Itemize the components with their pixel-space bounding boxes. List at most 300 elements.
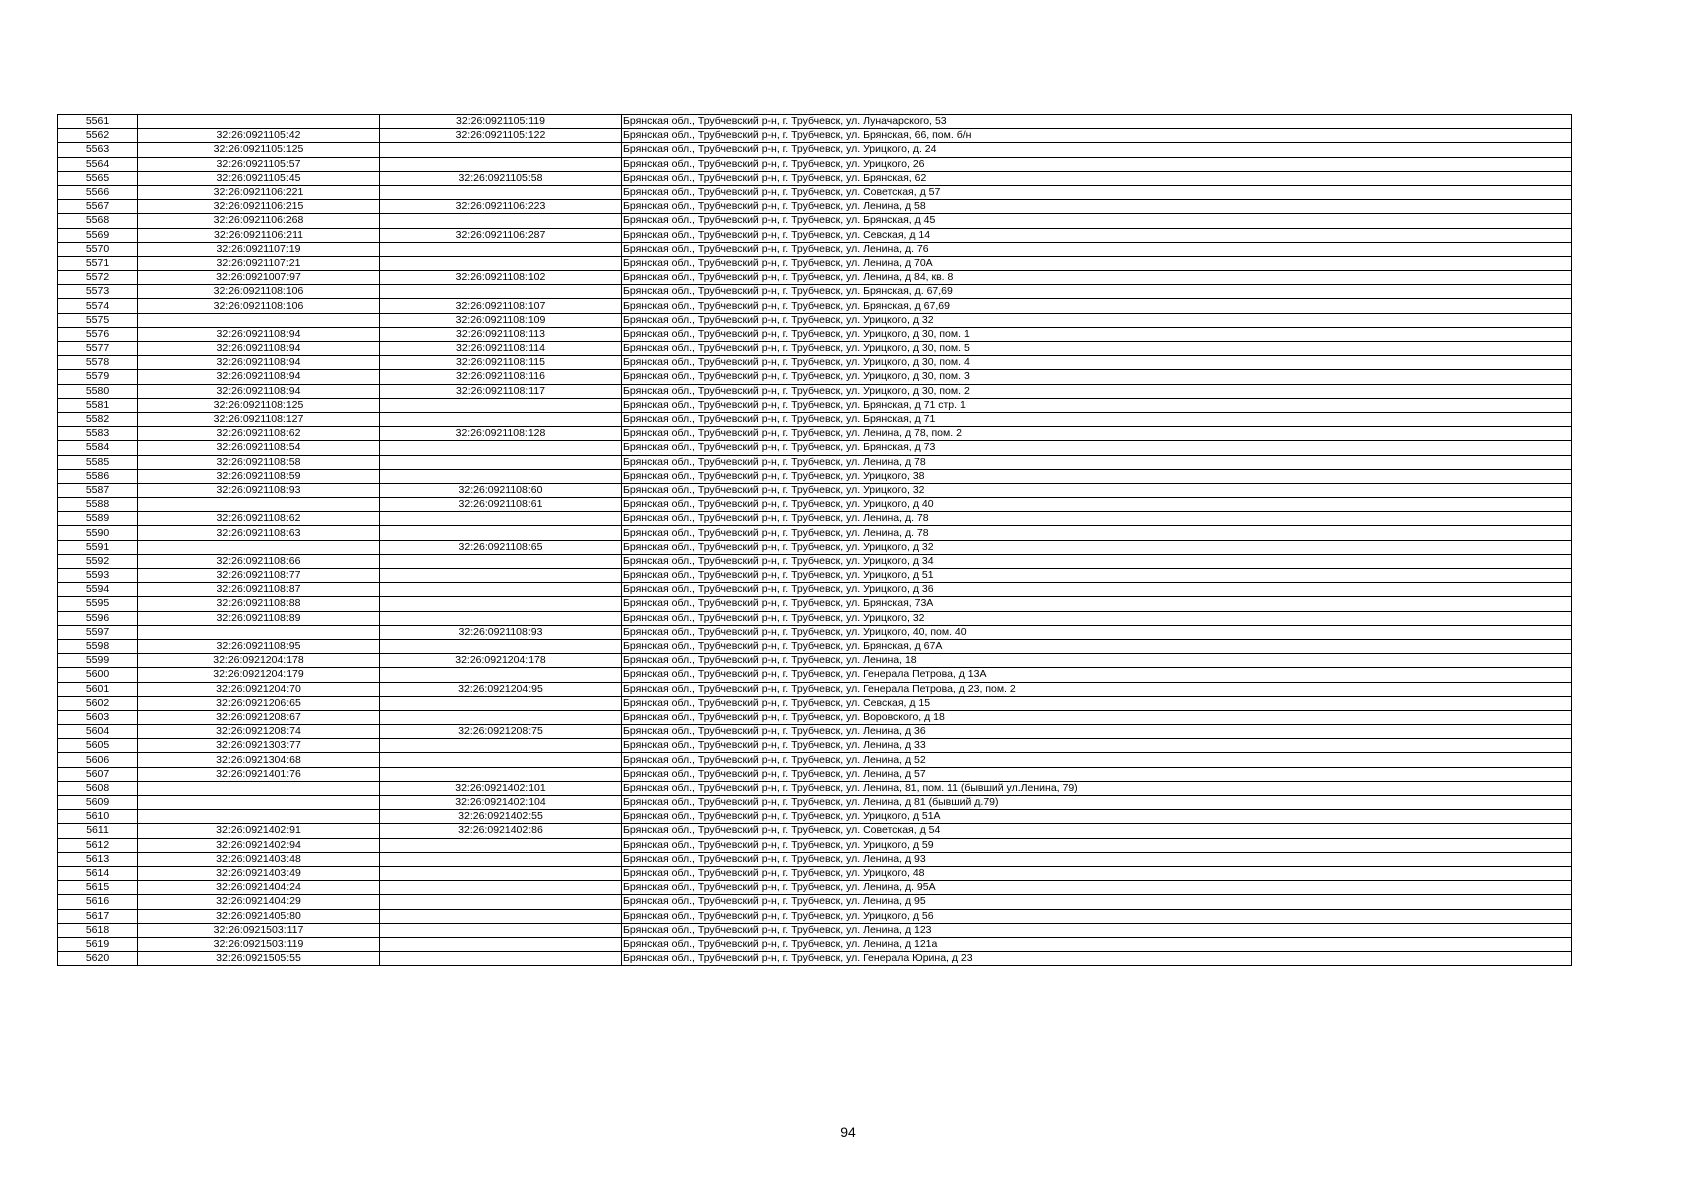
table-row — [58, 143, 1572, 157]
row-number-cell: 5577 — [58, 342, 138, 356]
row-number-cell: 5562 — [58, 129, 138, 143]
table-row — [58, 285, 1572, 299]
row-number-cell: 5586 — [58, 469, 138, 483]
row-number-cell: 5600 — [58, 668, 138, 682]
row-number-cell: 5617 — [58, 909, 138, 923]
object-cadastral-number-cell: 32:26:0921106:223 — [380, 200, 622, 214]
table-row — [58, 583, 1572, 597]
address-cell: Брянская обл., Трубчевский р-н, г. Трубчевск, ул. Урицкого, д 30, пом. 5 — [622, 342, 1572, 356]
row-number-cell: 5611 — [58, 824, 138, 838]
row-number-cell: 5587 — [58, 483, 138, 497]
address-cell: Брянская обл., Трубчевский р-н, г. Трубчевск, ул. Ленина, д 84, кв. 8 — [622, 271, 1572, 285]
page-number: 94 — [840, 1124, 856, 1140]
object-cadastral-number-cell — [380, 597, 622, 611]
address-cell: Брянская обл., Трубчевский р-н, г. Трубчевск, ул. Урицкого, д 51 — [622, 569, 1572, 583]
cadastral-number-cell: 32:26:0921505:55 — [138, 952, 380, 966]
table-row — [58, 710, 1572, 724]
row-number-cell: 5580 — [58, 384, 138, 398]
row-number-cell: 5573 — [58, 285, 138, 299]
cadastral-number-cell: 32:26:0921204:179 — [138, 668, 380, 682]
object-cadastral-number-cell: 32:26:0921108:113 — [380, 327, 622, 341]
cadastral-number-cell — [138, 625, 380, 639]
address-cell: Брянская обл., Трубчевский р-н, г. Трубчевск, ул. Советская, д 57 — [622, 185, 1572, 199]
table-row — [58, 866, 1572, 880]
row-number-cell: 5605 — [58, 739, 138, 753]
table-row — [58, 654, 1572, 668]
cadastral-number-cell — [138, 115, 380, 129]
table-row — [58, 313, 1572, 327]
table-row — [58, 895, 1572, 909]
object-cadastral-number-cell — [380, 668, 622, 682]
cadastral-number-cell: 32:26:0921208:74 — [138, 725, 380, 739]
address-cell: Брянская обл., Трубчевский р-н, г. Трубчевск, ул. Ленина, д 33 — [622, 739, 1572, 753]
row-number-cell: 5591 — [58, 540, 138, 554]
row-number-cell: 5569 — [58, 228, 138, 242]
table-row — [58, 498, 1572, 512]
address-cell: Брянская обл., Трубчевский р-н, г. Трубчевск, ул. Урицкого, д 56 — [622, 909, 1572, 923]
address-cell: Брянская обл., Трубчевский р-н, г. Трубчевск, ул. Урицкого, д 51А — [622, 810, 1572, 824]
table-row — [58, 200, 1572, 214]
address-cell: Брянская обл., Трубчевский р-н, г. Трубчевск, ул. Урицкого, д 30, пом. 1 — [622, 327, 1572, 341]
table-row — [58, 271, 1572, 285]
cadastral-number-cell — [138, 313, 380, 327]
object-cadastral-number-cell — [380, 952, 622, 966]
cadastral-number-cell: 32:26:0921402:91 — [138, 824, 380, 838]
address-cell: Брянская обл., Трубчевский р-н, г. Трубчевск, ул. Ленина, д 95 — [622, 895, 1572, 909]
table-row — [58, 796, 1572, 810]
table-row — [58, 753, 1572, 767]
row-number-cell: 5564 — [58, 157, 138, 171]
row-number-cell: 5582 — [58, 412, 138, 426]
table-row — [58, 483, 1572, 497]
address-cell: Брянская обл., Трубчевский р-н, г. Трубчевск, ул. Урицкого, д 32 — [622, 313, 1572, 327]
address-cell: Брянская обл., Трубчевский р-н, г. Трубчевск, ул. Урицкого, 48 — [622, 866, 1572, 880]
address-cell: Брянская обл., Трубчевский р-н, г. Трубчевск, ул. Урицкого, д 32 — [622, 540, 1572, 554]
cadastral-number-cell: 32:26:0921105:45 — [138, 171, 380, 185]
object-cadastral-number-cell: 32:26:0921108:61 — [380, 498, 622, 512]
table-row — [58, 554, 1572, 568]
row-number-cell: 5602 — [58, 696, 138, 710]
cadastral-number-cell: 32:26:0921105:42 — [138, 129, 380, 143]
table-row — [58, 327, 1572, 341]
object-cadastral-number-cell: 32:26:0921108:93 — [380, 625, 622, 639]
address-cell: Брянская обл., Трубчевский р-н, г. Трубчевск, ул. Советская, д 54 — [622, 824, 1572, 838]
address-cell: Брянская обл., Трубчевский р-н, г. Трубчевск, ул. Генерала Петрова, д 23, пом. 2 — [622, 682, 1572, 696]
address-cell: Брянская обл., Трубчевский р-н, г. Трубчевск, ул. Брянская, 73А — [622, 597, 1572, 611]
row-number-cell: 5604 — [58, 725, 138, 739]
address-cell: Брянская обл., Трубчевский р-н, г. Трубчевск, ул. Брянская, д 67А — [622, 639, 1572, 653]
row-number-cell: 5594 — [58, 583, 138, 597]
object-cadastral-number-cell — [380, 611, 622, 625]
cadastral-number-cell: 32:26:0921108:94 — [138, 356, 380, 370]
object-cadastral-number-cell: 32:26:0921108:65 — [380, 540, 622, 554]
row-number-cell: 5566 — [58, 185, 138, 199]
address-cell: Брянская обл., Трубчевский р-н, г. Трубчевск, ул. Брянская, д 67,69 — [622, 299, 1572, 313]
table-row — [58, 540, 1572, 554]
address-cell: Брянская обл., Трубчевский р-н, г. Трубчевск, ул. Брянская, д 73 — [622, 441, 1572, 455]
table-row — [58, 526, 1572, 540]
object-cadastral-number-cell — [380, 895, 622, 909]
object-cadastral-number-cell: 32:26:0921105:119 — [380, 115, 622, 129]
table-row — [58, 256, 1572, 270]
cadastral-number-cell: 32:26:0921108:77 — [138, 569, 380, 583]
row-number-cell: 5563 — [58, 143, 138, 157]
cadastral-number-cell: 32:26:0921303:77 — [138, 739, 380, 753]
object-cadastral-number-cell — [380, 554, 622, 568]
row-number-cell: 5614 — [58, 866, 138, 880]
table-row — [58, 739, 1572, 753]
cadastral-number-cell: 32:26:0921108:106 — [138, 285, 380, 299]
object-cadastral-number-cell: 32:26:0921108:109 — [380, 313, 622, 327]
object-cadastral-number-cell: 32:26:0921108:116 — [380, 370, 622, 384]
table-row — [58, 242, 1572, 256]
object-cadastral-number-cell — [380, 398, 622, 412]
table-row — [58, 370, 1572, 384]
table-row — [58, 838, 1572, 852]
row-number-cell: 5585 — [58, 455, 138, 469]
object-cadastral-number-cell — [380, 455, 622, 469]
table-row — [58, 398, 1572, 412]
address-cell: Брянская обл., Трубчевский р-н, г. Трубчевск, ул. Урицкого, д 30, пом. 2 — [622, 384, 1572, 398]
table-row — [58, 937, 1572, 951]
row-number-cell: 5568 — [58, 214, 138, 228]
address-cell: Брянская обл., Трубчевский р-н, г. Трубчевск, ул. Ленина, д 58 — [622, 200, 1572, 214]
row-number-cell: 5572 — [58, 271, 138, 285]
cadastral-number-cell: 32:26:0921503:117 — [138, 923, 380, 937]
address-cell: Брянская обл., Трубчевский р-н, г. Трубчевск, ул. Урицкого, д 36 — [622, 583, 1572, 597]
cadastral-number-cell: 32:26:0921405:80 — [138, 909, 380, 923]
cadastral-number-cell: 32:26:0921404:29 — [138, 895, 380, 909]
address-cell: Брянская обл., Трубчевский р-н, г. Трубчевск, ул. Ленина, д 78, пом. 2 — [622, 427, 1572, 441]
table-row — [58, 909, 1572, 923]
address-cell: Брянская обл., Трубчевский р-н, г. Трубчевск, ул. Урицкого, д 34 — [622, 554, 1572, 568]
address-cell: Брянская обл., Трубчевский р-н, г. Трубчевск, ул. Урицкого, 40, пом. 40 — [622, 625, 1572, 639]
table-row — [58, 412, 1572, 426]
table-row — [58, 299, 1572, 313]
cadastral-number-cell: 32:26:0921206:65 — [138, 696, 380, 710]
table-row — [58, 611, 1572, 625]
address-cell: Брянская обл., Трубчевский р-н, г. Трубчевск, ул. Ленина, д 36 — [622, 725, 1572, 739]
cadastral-number-cell: 32:26:0921204:70 — [138, 682, 380, 696]
object-cadastral-number-cell — [380, 441, 622, 455]
row-number-cell: 5619 — [58, 937, 138, 951]
table-row — [58, 824, 1572, 838]
object-cadastral-number-cell: 32:26:0921108:115 — [380, 356, 622, 370]
row-number-cell: 5612 — [58, 838, 138, 852]
row-number-cell: 5596 — [58, 611, 138, 625]
address-cell: Брянская обл., Трубчевский р-н, г. Трубчевск, ул. Урицкого, д 30, пом. 3 — [622, 370, 1572, 384]
object-cadastral-number-cell: 32:26:0921208:75 — [380, 725, 622, 739]
address-cell: Брянская обл., Трубчевский р-н, г. Трубчевск, ул. Ленина, д 78 — [622, 455, 1572, 469]
table-row — [58, 781, 1572, 795]
cadastral-number-cell: 32:26:0921108:62 — [138, 512, 380, 526]
address-cell: Брянская обл., Трубчевский р-н, г. Трубчевск, ул. Урицкого, д. 24 — [622, 143, 1572, 157]
object-cadastral-number-cell — [380, 285, 622, 299]
row-number-cell: 5613 — [58, 852, 138, 866]
address-cell: Брянская обл., Трубчевский р-н, г. Трубчевск, ул. Урицкого, д 40 — [622, 498, 1572, 512]
address-cell: Брянская обл., Трубчевский р-н, г. Трубчевск, ул. Генерала Петрова, д 13А — [622, 668, 1572, 682]
object-cadastral-number-cell — [380, 512, 622, 526]
row-number-cell: 5570 — [58, 242, 138, 256]
cadastral-number-cell: 32:26:0921401:76 — [138, 767, 380, 781]
table-row — [58, 384, 1572, 398]
cadastral-number-cell: 32:26:0921108:94 — [138, 342, 380, 356]
property-table — [57, 114, 1572, 966]
row-number-cell: 5579 — [58, 370, 138, 384]
row-number-cell: 5608 — [58, 781, 138, 795]
table-row — [58, 682, 1572, 696]
table-row — [58, 696, 1572, 710]
row-number-cell: 5607 — [58, 767, 138, 781]
table-row — [58, 115, 1572, 129]
object-cadastral-number-cell: 32:26:0921402:101 — [380, 781, 622, 795]
cadastral-number-cell — [138, 781, 380, 795]
cadastral-number-cell: 32:26:0921108:106 — [138, 299, 380, 313]
object-cadastral-number-cell: 32:26:0921204:178 — [380, 654, 622, 668]
object-cadastral-number-cell — [380, 696, 622, 710]
object-cadastral-number-cell — [380, 157, 622, 171]
cadastral-number-cell: 32:26:0921108:88 — [138, 597, 380, 611]
row-number-cell: 5571 — [58, 256, 138, 270]
row-number-cell: 5578 — [58, 356, 138, 370]
row-number-cell: 5588 — [58, 498, 138, 512]
cadastral-number-cell: 32:26:0921107:19 — [138, 242, 380, 256]
table-row — [58, 342, 1572, 356]
object-cadastral-number-cell: 32:26:0921105:58 — [380, 171, 622, 185]
address-cell: Брянская обл., Трубчевский р-н, г. Трубчевск, ул. Ленина, д 70А — [622, 256, 1572, 270]
object-cadastral-number-cell: 32:26:0921402:55 — [380, 810, 622, 824]
cadastral-number-cell: 32:26:0921503:119 — [138, 937, 380, 951]
table-row — [58, 228, 1572, 242]
table-row — [58, 625, 1572, 639]
address-cell: Брянская обл., Трубчевский р-н, г. Трубчевск, ул. Ленина, 81, пом. 11 (бывший ул.Ленина, 79) — [622, 781, 1572, 795]
table-row — [58, 725, 1572, 739]
cadastral-number-cell: 32:26:0921007:97 — [138, 271, 380, 285]
cadastral-number-cell: 32:26:0921108:89 — [138, 611, 380, 625]
object-cadastral-number-cell: 32:26:0921108:114 — [380, 342, 622, 356]
object-cadastral-number-cell — [380, 526, 622, 540]
table-row — [58, 639, 1572, 653]
cadastral-number-cell: 32:26:0921106:211 — [138, 228, 380, 242]
row-number-cell: 5583 — [58, 427, 138, 441]
cadastral-number-cell: 32:26:0921208:67 — [138, 710, 380, 724]
address-cell: Брянская обл., Трубчевский р-н, г. Трубчевск, ул. Урицкого, 38 — [622, 469, 1572, 483]
table-row — [58, 923, 1572, 937]
address-cell: Брянская обл., Трубчевский р-н, г. Трубчевск, ул. Брянская, 66, пом. б/н — [622, 129, 1572, 143]
address-cell: Брянская обл., Трубчевский р-н, г. Трубчевск, ул. Ленина, д. 76 — [622, 242, 1572, 256]
address-cell: Брянская обл., Трубчевский р-н, г. Трубчевск, ул. Севская, д 15 — [622, 696, 1572, 710]
cadastral-number-cell: 32:26:0921108:62 — [138, 427, 380, 441]
address-cell: Брянская обл., Трубчевский р-н, г. Трубчевск, ул. Ленина, 18 — [622, 654, 1572, 668]
table-row — [58, 668, 1572, 682]
cadastral-number-cell: 32:26:0921404:24 — [138, 881, 380, 895]
row-number-cell: 5603 — [58, 710, 138, 724]
row-number-cell: 5595 — [58, 597, 138, 611]
object-cadastral-number-cell — [380, 937, 622, 951]
object-cadastral-number-cell — [380, 185, 622, 199]
cadastral-number-cell: 32:26:0921108:59 — [138, 469, 380, 483]
table-row — [58, 455, 1572, 469]
cadastral-number-cell: 32:26:0921108:66 — [138, 554, 380, 568]
object-cadastral-number-cell — [380, 583, 622, 597]
cadastral-number-cell: 32:26:0921107:21 — [138, 256, 380, 270]
table-row — [58, 129, 1572, 143]
cadastral-number-cell: 32:26:0921108:58 — [138, 455, 380, 469]
cadastral-number-cell: 32:26:0921108:54 — [138, 441, 380, 455]
address-cell: Брянская обл., Трубчевский р-н, г. Трубчевск, ул. Брянская, д 45 — [622, 214, 1572, 228]
address-cell: Брянская обл., Трубчевский р-н, г. Трубчевск, ул. Ленина, д 123 — [622, 923, 1572, 937]
row-number-cell: 5584 — [58, 441, 138, 455]
cadastral-number-cell: 32:26:0921402:94 — [138, 838, 380, 852]
address-cell: Брянская обл., Трубчевский р-н, г. Трубчевск, ул. Ленина, д 52 — [622, 753, 1572, 767]
address-cell: Брянская обл., Трубчевский р-н, г. Трубчевск, ул. Урицкого, д 30, пом. 4 — [622, 356, 1572, 370]
object-cadastral-number-cell: 32:26:0921402:86 — [380, 824, 622, 838]
cadastral-number-cell: 32:26:0921204:178 — [138, 654, 380, 668]
row-number-cell: 5616 — [58, 895, 138, 909]
object-cadastral-number-cell — [380, 739, 622, 753]
cadastral-number-cell — [138, 810, 380, 824]
object-cadastral-number-cell: 32:26:0921108:128 — [380, 427, 622, 441]
table-row — [58, 171, 1572, 185]
row-number-cell: 5618 — [58, 923, 138, 937]
address-cell: Брянская обл., Трубчевский р-н, г. Трубчевск, ул. Брянская, 62 — [622, 171, 1572, 185]
cadastral-number-cell: 32:26:0921108:63 — [138, 526, 380, 540]
address-cell: Брянская обл., Трубчевский р-н, г. Трубчевск, ул. Брянская, д 71 — [622, 412, 1572, 426]
object-cadastral-number-cell — [380, 412, 622, 426]
address-cell: Брянская обл., Трубчевский р-н, г. Трубчевск, ул. Ленина, д 121а — [622, 937, 1572, 951]
cadastral-number-cell: 32:26:0921108:125 — [138, 398, 380, 412]
table-row — [58, 441, 1572, 455]
table-row — [58, 952, 1572, 966]
table-row — [58, 767, 1572, 781]
row-number-cell: 5581 — [58, 398, 138, 412]
table-row — [58, 427, 1572, 441]
object-cadastral-number-cell — [380, 881, 622, 895]
row-number-cell: 5593 — [58, 569, 138, 583]
address-cell: Брянская обл., Трубчевский р-н, г. Трубчевск, ул. Ленина, д 93 — [622, 852, 1572, 866]
table-row — [58, 356, 1572, 370]
row-number-cell: 5597 — [58, 625, 138, 639]
address-cell: Брянская обл., Трубчевский р-н, г. Трубчевск, ул. Генерала Юрина, д 23 — [622, 952, 1572, 966]
table-row — [58, 185, 1572, 199]
address-cell: Брянская обл., Трубчевский р-н, г. Трубчевск, ул. Урицкого, д 59 — [622, 838, 1572, 852]
object-cadastral-number-cell — [380, 710, 622, 724]
address-cell: Брянская обл., Трубчевский р-н, г. Трубчевск, ул. Севская, д 14 — [622, 228, 1572, 242]
cadastral-number-cell: 32:26:0921304:68 — [138, 753, 380, 767]
address-cell: Брянская обл., Трубчевский р-н, г. Трубчевск, ул. Ленина, д. 95А — [622, 881, 1572, 895]
table-row — [58, 852, 1572, 866]
address-cell: Брянская обл., Трубчевский р-н, г. Трубчевск, ул. Урицкого, 32 — [622, 483, 1572, 497]
row-number-cell: 5567 — [58, 200, 138, 214]
cadastral-number-cell: 32:26:0921105:57 — [138, 157, 380, 171]
row-number-cell: 5615 — [58, 881, 138, 895]
object-cadastral-number-cell: 32:26:0921106:287 — [380, 228, 622, 242]
object-cadastral-number-cell — [380, 923, 622, 937]
cadastral-number-cell — [138, 498, 380, 512]
object-cadastral-number-cell — [380, 214, 622, 228]
object-cadastral-number-cell — [380, 866, 622, 880]
cadastral-number-cell: 32:26:0921105:125 — [138, 143, 380, 157]
object-cadastral-number-cell: 32:26:0921105:122 — [380, 129, 622, 143]
object-cadastral-number-cell: 32:26:0921108:102 — [380, 271, 622, 285]
cadastral-number-cell: 32:26:0921108:93 — [138, 483, 380, 497]
cadastral-number-cell: 32:26:0921106:268 — [138, 214, 380, 228]
row-number-cell: 5576 — [58, 327, 138, 341]
object-cadastral-number-cell — [380, 909, 622, 923]
row-number-cell: 5598 — [58, 639, 138, 653]
cadastral-number-cell — [138, 540, 380, 554]
table-row — [58, 214, 1572, 228]
object-cadastral-number-cell: 32:26:0921402:104 — [380, 796, 622, 810]
cadastral-number-cell: 32:26:0921403:48 — [138, 852, 380, 866]
object-cadastral-number-cell — [380, 753, 622, 767]
object-cadastral-number-cell — [380, 143, 622, 157]
table-row — [58, 569, 1572, 583]
address-cell: Брянская обл., Трубчевский р-н, г. Трубчевск, ул. Брянская, д. 67,69 — [622, 285, 1572, 299]
row-number-cell: 5592 — [58, 554, 138, 568]
table-row — [58, 469, 1572, 483]
cadastral-number-cell: 32:26:0921106:215 — [138, 200, 380, 214]
object-cadastral-number-cell — [380, 838, 622, 852]
table-row — [58, 810, 1572, 824]
object-cadastral-number-cell — [380, 852, 622, 866]
row-number-cell: 5561 — [58, 115, 138, 129]
table-row — [58, 881, 1572, 895]
row-number-cell: 5574 — [58, 299, 138, 313]
address-cell: Брянская обл., Трубчевский р-н, г. Трубчевск, ул. Урицкого, 32 — [622, 611, 1572, 625]
row-number-cell: 5620 — [58, 952, 138, 966]
row-number-cell: 5606 — [58, 753, 138, 767]
cadastral-number-cell: 32:26:0921106:221 — [138, 185, 380, 199]
address-cell: Брянская обл., Трубчевский р-н, г. Трубчевск, ул. Урицкого, 26 — [622, 157, 1572, 171]
object-cadastral-number-cell — [380, 767, 622, 781]
address-cell: Брянская обл., Трубчевский р-н, г. Трубчевск, ул. Брянская, д 71 стр. 1 — [622, 398, 1572, 412]
row-number-cell: 5590 — [58, 526, 138, 540]
cadastral-number-cell: 32:26:0921108:94 — [138, 327, 380, 341]
table-row — [58, 512, 1572, 526]
object-cadastral-number-cell: 32:26:0921108:60 — [380, 483, 622, 497]
object-cadastral-number-cell — [380, 469, 622, 483]
table-row — [58, 157, 1572, 171]
row-number-cell: 5601 — [58, 682, 138, 696]
object-cadastral-number-cell — [380, 256, 622, 270]
object-cadastral-number-cell — [380, 639, 622, 653]
address-cell: Брянская обл., Трубчевский р-н, г. Трубчевск, ул. Ленина, д. 78 — [622, 512, 1572, 526]
cadastral-number-cell: 32:26:0921108:127 — [138, 412, 380, 426]
object-cadastral-number-cell — [380, 569, 622, 583]
row-number-cell: 5565 — [58, 171, 138, 185]
object-cadastral-number-cell — [380, 242, 622, 256]
row-number-cell: 5599 — [58, 654, 138, 668]
cadastral-number-cell: 32:26:0921108:94 — [138, 370, 380, 384]
row-number-cell: 5610 — [58, 810, 138, 824]
cadastral-number-cell: 32:26:0921108:95 — [138, 639, 380, 653]
table-row — [58, 597, 1572, 611]
cadastral-number-cell — [138, 796, 380, 810]
cadastral-number-cell: 32:26:0921108:87 — [138, 583, 380, 597]
address-cell: Брянская обл., Трубчевский р-н, г. Трубчевск, ул. Ленина, д 57 — [622, 767, 1572, 781]
object-cadastral-number-cell: 32:26:0921108:117 — [380, 384, 622, 398]
row-number-cell: 5589 — [58, 512, 138, 526]
table-body — [58, 115, 1572, 966]
cadastral-number-cell: 32:26:0921108:94 — [138, 384, 380, 398]
row-number-cell: 5575 — [58, 313, 138, 327]
object-cadastral-number-cell: 32:26:0921204:95 — [380, 682, 622, 696]
cadastral-number-cell: 32:26:0921403:49 — [138, 866, 380, 880]
row-number-cell: 5609 — [58, 796, 138, 810]
address-cell: Брянская обл., Трубчевский р-н, г. Трубчевск, ул. Ленина, д 81 (бывший д.79) — [622, 796, 1572, 810]
address-cell: Брянская обл., Трубчевский р-н, г. Трубчевск, ул. Ленина, д. 78 — [622, 526, 1572, 540]
